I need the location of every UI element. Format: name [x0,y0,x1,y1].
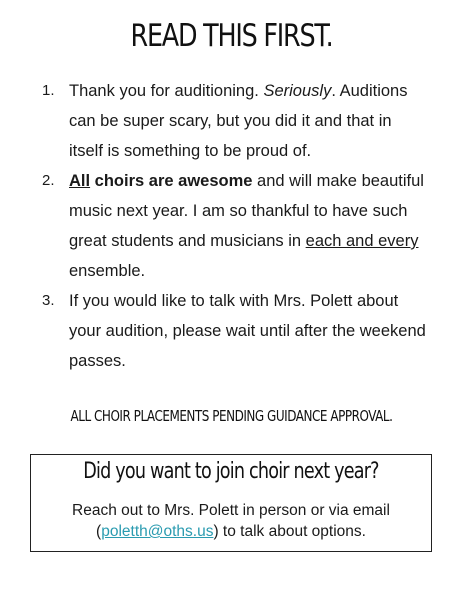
box-body [31,500,431,542]
emphasis-text: Seriously [263,82,332,100]
underlined-bold-text: All [69,172,91,190]
list-item [28,286,428,376]
page-title: READ THIS FIRST. [130,18,333,54]
list-item-text: All choirs are awesome and will make beautiful music next year. I am so thankful to have such great students and musicians in each and every ensemble. [69,172,424,280]
list-item-text: Thank you for auditioning. Seriously. Auditions can be super scary, but you did it and that in itself is something to be proud of. [69,82,408,160]
list-number: 1. [42,82,55,99]
list-item [28,166,428,286]
list-item [28,76,428,166]
numbered-list [28,76,428,376]
box-heading: Did you want to join choir next year? [83,459,379,484]
list-number: 3. [42,292,55,309]
underlined-text: each and every [305,232,419,250]
placement-notice: ALL CHOIR PLACEMENTS PENDING GUIDANCE APPROVAL. [70,407,393,425]
box-line: Reach out to Mrs. Polett in person or via email [72,502,390,519]
list-item-text: If you would like to talk with Mrs. Polett about your audition, please wait until after the weekend passes. [69,292,426,370]
join-choir-box [30,454,432,552]
email-link[interactable]: poletth@oths.us [101,523,214,540]
bold-text: choirs are awesome [90,172,253,190]
box-line: (poletth@oths.us) to talk about options. [96,523,366,540]
list-number: 2. [42,172,55,189]
